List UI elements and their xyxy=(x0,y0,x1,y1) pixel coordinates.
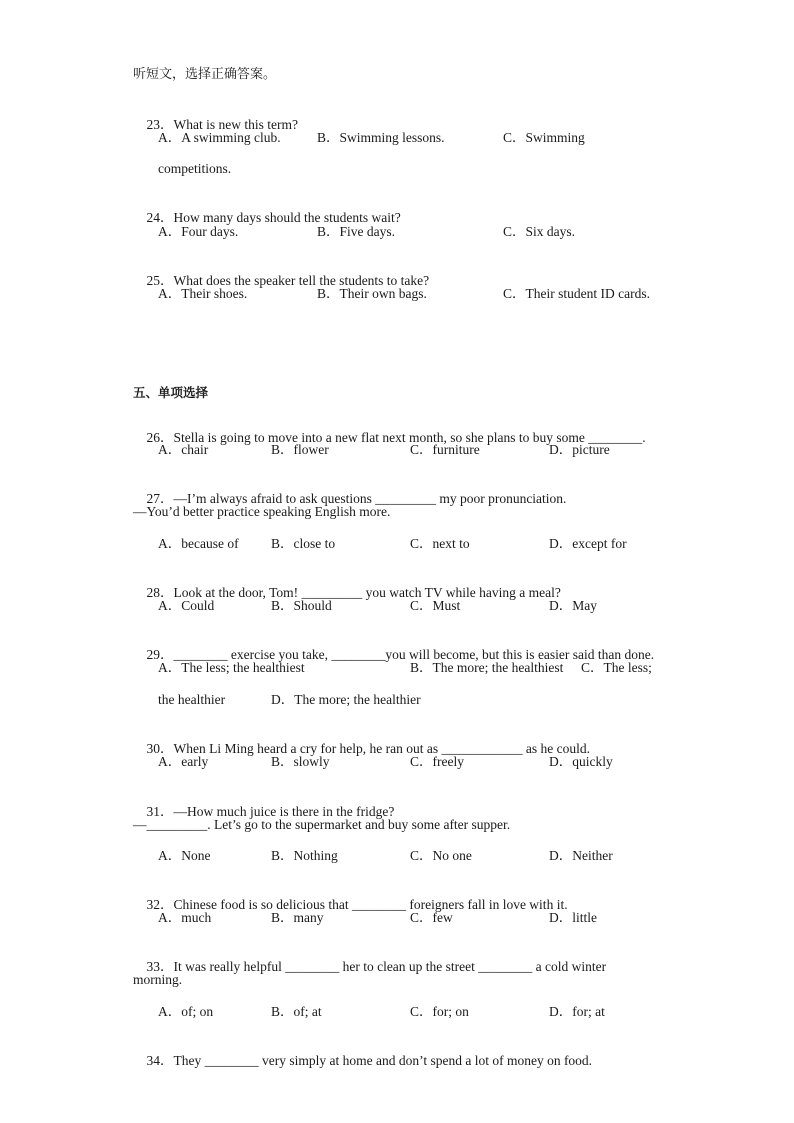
question-number: 30． xyxy=(146,741,174,756)
question-stem: What is new this term? xyxy=(173,117,298,132)
option-26-b[interactable]: B．flower xyxy=(271,442,329,457)
option-32-c[interactable]: C．few xyxy=(410,910,453,925)
option-23-c-continuation: competitions. xyxy=(158,161,232,176)
option-24-a[interactable]: A．Four days. xyxy=(158,224,239,239)
option-30-b[interactable]: B．slowly xyxy=(271,754,330,769)
option-26-d[interactable]: D．picture xyxy=(549,442,610,457)
question-number: 25． xyxy=(146,273,174,288)
option-27-b[interactable]: B．close to xyxy=(271,536,336,551)
question-27-response: —You’d better practice speaking English more. xyxy=(133,504,391,519)
question-number: 27． xyxy=(146,491,174,506)
option-31-c[interactable]: C．No one xyxy=(410,848,472,863)
listening-instruction: 听短文，选择正确答案。 xyxy=(133,67,277,82)
question-stem: How many days should the students wait? xyxy=(173,210,401,225)
question-stem: ________ exercise you take, ________you will become, but this is easier said than done. xyxy=(173,647,655,662)
question-number: 31． xyxy=(146,804,174,819)
option-24-b[interactable]: B．Five days. xyxy=(317,224,396,239)
option-29-d[interactable]: D．The more; the healthier xyxy=(271,692,421,707)
option-23-b[interactable]: B．Swimming lessons. xyxy=(317,130,445,145)
option-28-a[interactable]: A．Could xyxy=(158,598,215,613)
question-33-continuation: morning. xyxy=(133,972,183,987)
section-heading: 五、单项选择 xyxy=(133,385,209,400)
question-stem: Look at the door, Tom! _________ you watch TV while having a meal? xyxy=(173,585,561,600)
option-26-a[interactable]: A．chair xyxy=(158,442,209,457)
question-stem: —How much juice is there in the fridge? xyxy=(173,804,395,819)
question-31-response: —_________. Let’s go to the supermarket and buy some after supper. xyxy=(133,817,511,832)
option-25-b[interactable]: B．Their own bags. xyxy=(317,286,427,301)
option-31-b[interactable]: B．Nothing xyxy=(271,848,338,863)
option-23-a[interactable]: A．A swimming club. xyxy=(158,130,281,145)
question-number: 28． xyxy=(146,585,174,600)
question-number: 29． xyxy=(146,647,174,662)
question-number: 24． xyxy=(146,210,174,225)
question-stem: —I’m always afraid to ask questions _________ my poor pronunciation. xyxy=(173,491,567,506)
option-27-d[interactable]: D．except for xyxy=(549,536,627,551)
question-stem: It was really helpful ________ her to clean up the street ________ a cold winter xyxy=(173,959,607,974)
option-31-d[interactable]: D．Neither xyxy=(549,848,613,863)
option-25-a[interactable]: A．Their shoes. xyxy=(158,286,248,301)
option-32-b[interactable]: B．many xyxy=(271,910,324,925)
option-29-c[interactable]: C．The less; xyxy=(581,660,652,675)
option-31-a[interactable]: A．None xyxy=(158,848,211,863)
option-32-a[interactable]: A．much xyxy=(158,910,212,925)
option-26-c[interactable]: C．furniture xyxy=(410,442,480,457)
option-33-a[interactable]: A．of; on xyxy=(158,1004,214,1019)
option-29-c-continuation: the healthier xyxy=(158,692,226,707)
option-33-d[interactable]: D．for; at xyxy=(549,1004,605,1019)
option-33-c[interactable]: C．for; on xyxy=(410,1004,469,1019)
option-25-c[interactable]: C．Their student ID cards. xyxy=(503,286,650,301)
question-number: 34． xyxy=(146,1053,174,1068)
question-number: 26． xyxy=(146,430,174,445)
option-23-c[interactable]: C．Swimming xyxy=(503,130,585,145)
option-24-c[interactable]: C．Six days. xyxy=(503,224,576,239)
question-34 xyxy=(133,1034,592,1088)
option-28-c[interactable]: C．Must xyxy=(410,598,461,613)
option-29-b[interactable]: B．The more; the healthiest xyxy=(410,660,564,675)
question-number: 32． xyxy=(146,897,174,912)
question-stem: What does the speaker tell the students to take? xyxy=(173,273,430,288)
option-30-c[interactable]: C．freely xyxy=(410,754,464,769)
question-number: 33． xyxy=(146,959,174,974)
option-28-d[interactable]: D．May xyxy=(549,598,597,613)
option-30-a[interactable]: A．early xyxy=(158,754,209,769)
question-stem: Stella is going to move into a new flat next month, so she plans to buy some ________. xyxy=(173,430,646,445)
question-33 xyxy=(133,940,606,994)
option-29-a[interactable]: A．The less; the healthiest xyxy=(158,660,305,675)
question-stem: Chinese food is so delicious that ________ foreigners fall in love with it. xyxy=(173,897,568,912)
question-stem: They ________ very simply at home and don’t spend a lot of money on food. xyxy=(173,1053,593,1068)
option-27-a[interactable]: A．because of xyxy=(158,536,239,551)
option-30-d[interactable]: D．quickly xyxy=(549,754,613,769)
question-number: 23． xyxy=(146,117,174,132)
question-stem: When Li Ming heard a cry for help, he ran out as ____________ as he could. xyxy=(173,741,591,756)
option-32-d[interactable]: D．little xyxy=(549,910,597,925)
option-33-b[interactable]: B．of; at xyxy=(271,1004,322,1019)
option-27-c[interactable]: C．next to xyxy=(410,536,470,551)
option-28-b[interactable]: B．Should xyxy=(271,598,332,613)
